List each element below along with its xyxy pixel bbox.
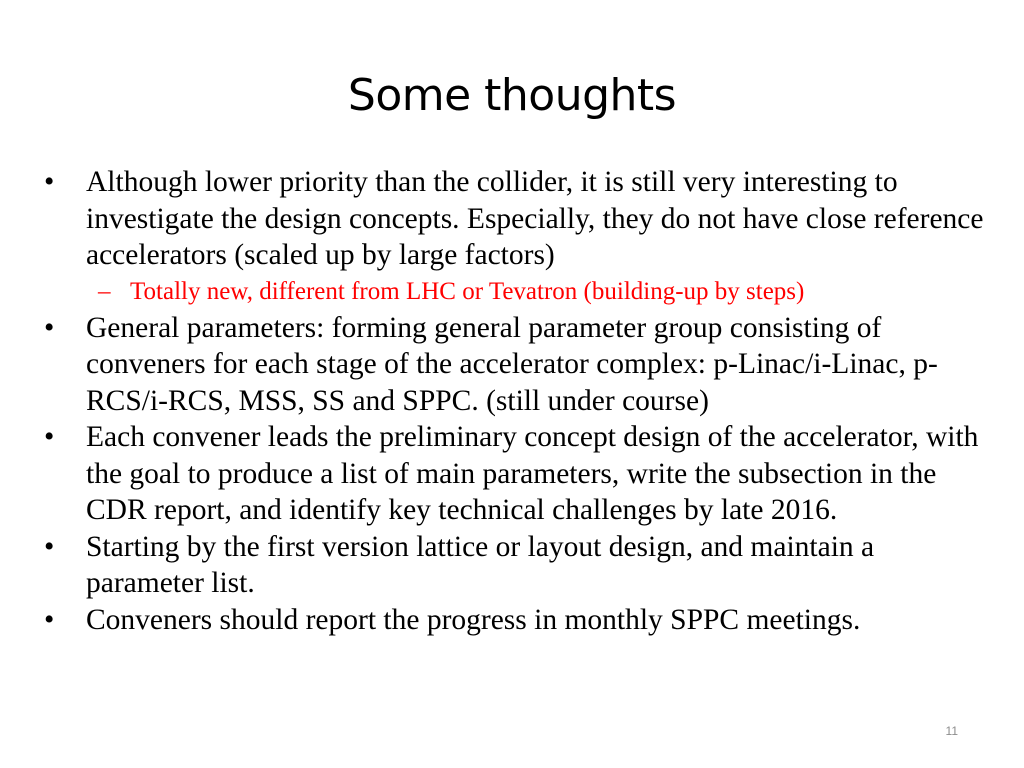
bullet-icon: •: [44, 421, 55, 453]
page-number: 11: [945, 724, 958, 738]
bullet-icon: •: [44, 530, 55, 563]
bullet-icon: •: [44, 311, 55, 344]
bullet-text: Although lower priority than the collider, it is still very interesting to investigate the design concepts. Especially, they do not have close reference accelerators (scaled up by large factors): [86, 166, 984, 271]
bullet-icon: •: [44, 166, 55, 198]
bullet-item: [42, 310, 992, 420]
bullet-item: [42, 529, 992, 602]
slide-title: Some thoughts: [347, 70, 677, 121]
sub-bullet-text: Totally new, different from LHC or Tevatron (building-up by steps): [130, 277, 805, 305]
slide-body: [42, 164, 992, 638]
bullet-text: Each convener leads the preliminary concept design of the accelerator, with the goal to produce a list of main parameters, write the subsection in the CDR report, and identify key technical challenges by late 2016.: [86, 421, 979, 526]
bullet-text: Conveners should report the progress in monthly SPPC meetings.: [86, 603, 861, 636]
sub-bullet-item: [42, 274, 992, 310]
bullet-icon: •: [44, 603, 55, 636]
bullet-text: General parameters: forming general parameter group consisting of conveners for each stage of the accelerator complex: p-Linac/i-Linac, p-RCS/i-RCS, MSS, SS and SPPC. (still under course): [86, 311, 938, 417]
bullet-item: [42, 164, 992, 274]
dash-icon: –: [98, 277, 111, 305]
bullet-text: Starting by the first version lattice or layout design, and maintain a parameter list.: [86, 530, 875, 599]
bullet-item: [42, 602, 992, 639]
bullet-item: [42, 419, 992, 529]
